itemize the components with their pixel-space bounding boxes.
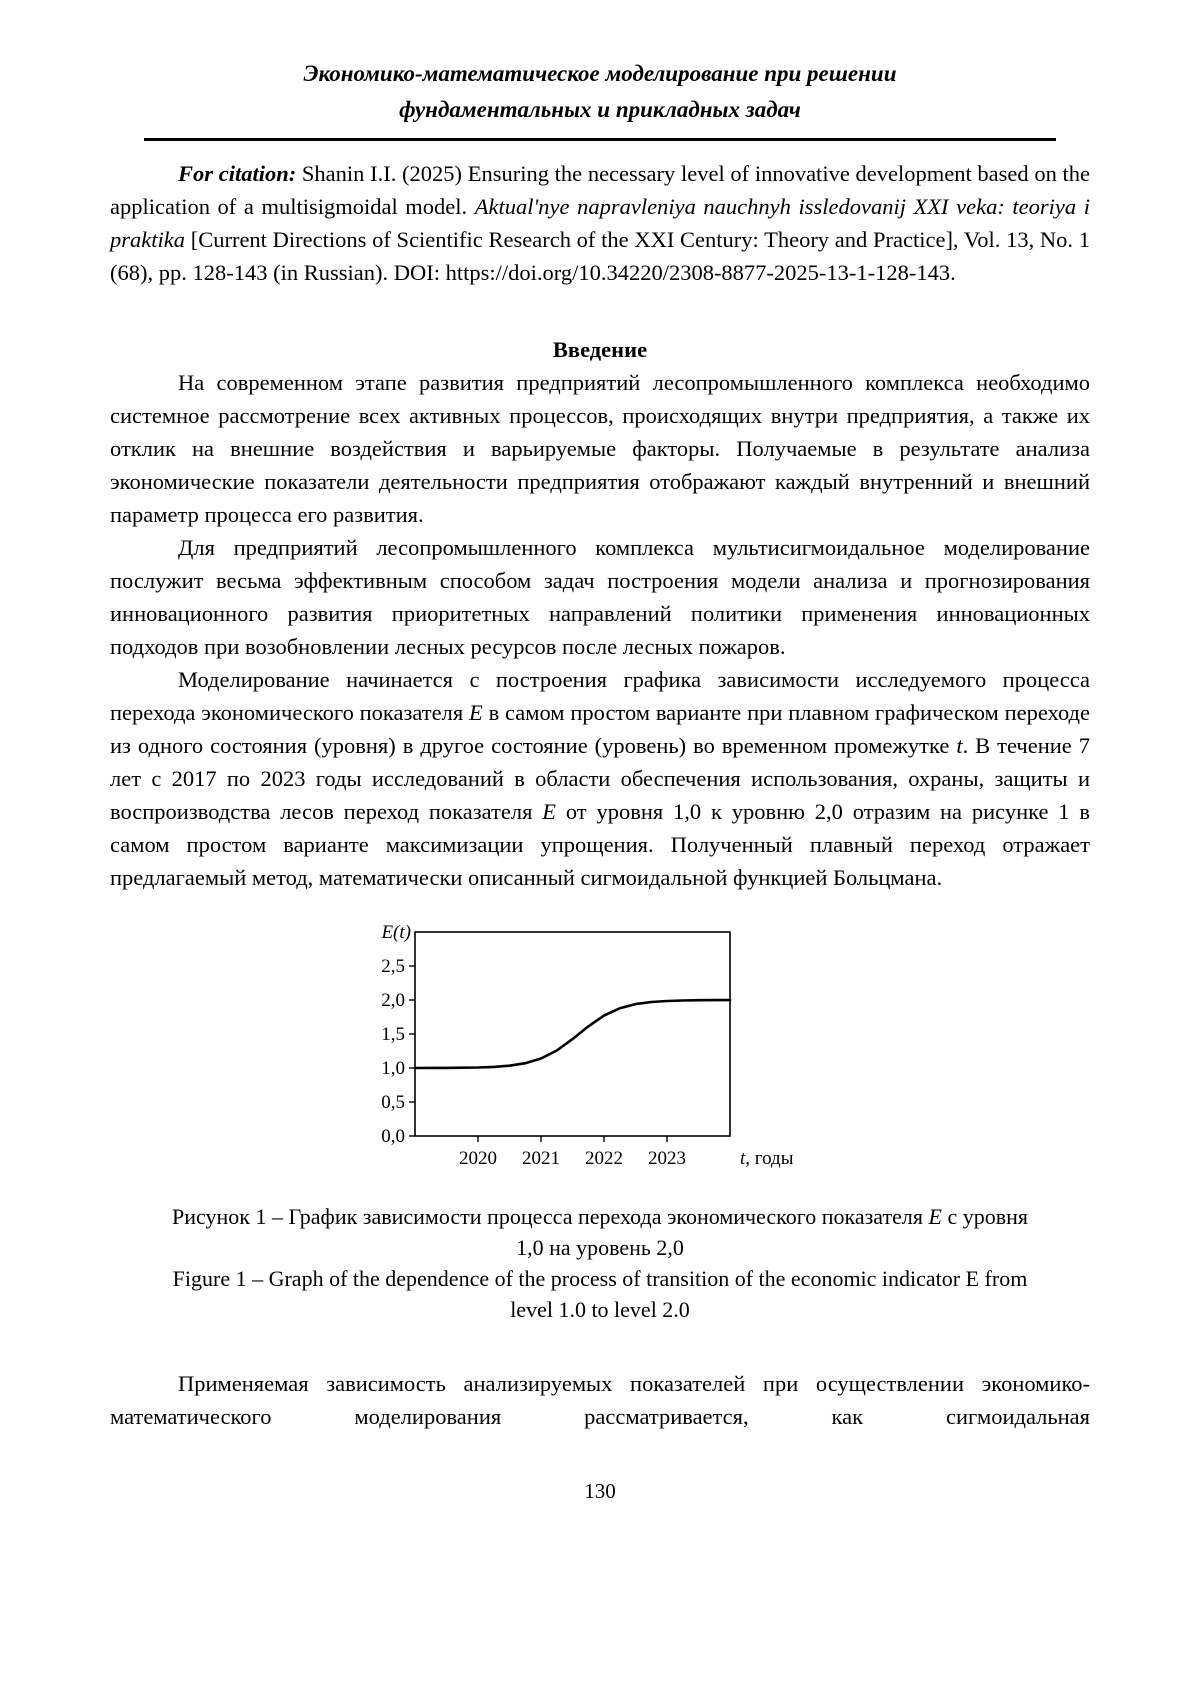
y-axis-label: E(t)	[381, 922, 411, 943]
y-tick-label: 1,5	[381, 1024, 405, 1045]
running-head-line2: фундаментальных и прикладных задач	[399, 97, 801, 122]
caption-ru-text-2: с уровня	[941, 1204, 1028, 1229]
figure-1	[355, 920, 825, 1181]
citation-text-1: Shanin I.I. (2025) Ensuring the necessary level of innovative development based on the application of a multisigmoidal model.	[110, 161, 1091, 219]
y-tick-label: 2,5	[381, 956, 405, 977]
p3-text-3: . В течение 7 лет с 2017 по 2023 годы исследований в области обеспечения использования, охраны, защиты и воспроизводства лесов переход показателя	[110, 733, 1090, 824]
intro-paragraph-3	[110, 663, 1090, 894]
y-tick-label: 2,0	[381, 990, 405, 1011]
sigmoid-curve	[415, 1000, 730, 1068]
x-tick-label: 2022	[585, 1148, 623, 1169]
header-rule	[144, 138, 1056, 141]
p3-var-t-1: t	[956, 733, 963, 758]
figure-1-chart	[355, 920, 825, 1176]
p3-text-2: в самом простом варианте при плавном графическом переходе из одного состояния (уровня) в другое состояние (уровень) во временном промежутке	[110, 700, 1090, 758]
intro-paragraph-1: На современном этапе развития предприятий лесопромышленного комплекса необходимо системное рассмотрение всех активных процессов, происходящих внутри предприятия, а также их отклик на внешние воздействия и варьируемые факторы. Получаемые в результате анализа экономические показатели деятельности предприятия отображают каждый внутренний и внешний параметр процесса его развития.	[110, 370, 1090, 527]
x-tick-label: 2023	[648, 1148, 686, 1169]
body-paragraph-after-figure: Применяемая зависимость анализируемых показателей при осуществлении экономико-математического моделирования рассматривается, как сигмоидальная	[110, 1371, 1090, 1429]
x-tick-label: 2020	[459, 1148, 497, 1169]
p3-text-4: от уровня 1,0 к уровню 2,0 отразим на рисунке 1 в самом простом варианте максимизации упрощения. Полученный плавный переход отражает предлагаемый метод, математически описанный сигмоидальной функцией Больцмана.	[110, 799, 1090, 890]
caption-ru-var-E: E	[928, 1204, 942, 1229]
y-tick-label: 1,0	[381, 1058, 405, 1079]
caption-en-line2: level 1.0 to level 2.0	[510, 1297, 690, 1322]
section-heading-introduction: Введение	[552, 337, 648, 362]
x-axis-label: t, годы	[740, 1148, 794, 1169]
running-head-line1: Экономико-математическое моделирование при решении	[303, 61, 897, 86]
citation-journal-title: Aktual'nye napravleniya nauchnyh issledovanij XXI veka: teoriya i praktika	[110, 194, 1091, 252]
caption-ru-line2: 1,0 на уровень 2,0	[516, 1235, 684, 1260]
p3-var-E-1: E	[469, 700, 483, 725]
citation-text-2: [Current Directions of Scientific Research of the XXI Century: Theory and Practice], Vol. 13, No. 1 (68), pp. 128-143 (in Russian). DOI: https://doi.org/10.34220/2308-8877-2025-13-1-128-143.	[110, 227, 1090, 285]
page-content	[110, 157, 1090, 1504]
figure-1-caption	[110, 1201, 1090, 1325]
caption-ru-text-1: Рисунок 1 – График зависимости процесса перехода экономического показателя	[172, 1204, 929, 1229]
caption-ru-line1	[110, 1201, 1090, 1232]
caption-en-line1: Figure 1 – Graph of the dependence of the process of transition of the economic indicator E from	[172, 1266, 1028, 1291]
citation-paragraph	[110, 157, 1090, 289]
citation-label: For citation:	[178, 161, 302, 186]
p3-var-E-2: E	[542, 799, 557, 824]
y-tick-label: 0,0	[381, 1126, 405, 1147]
x-tick-label: 2021	[522, 1148, 560, 1169]
p3-text-1: Моделирование начинается с построения графика зависимости исследуемого процесса перехода экономического показателя	[110, 667, 1090, 725]
running-head	[0, 56, 1200, 128]
y-tick-label: 0,5	[381, 1092, 405, 1113]
intro-paragraph-2: Для предприятий лесопромышленного комплекса мультисигмоидальное моделирование послужит весьма эффективным способом задач построения модели анализа и прогнозирования инновационного развития приоритетных направлений политики применения инновационных подходов при возобновлении лесных ресурсов после лесных пожаров.	[110, 535, 1090, 659]
plot-border	[415, 932, 730, 1136]
page-number: 130	[584, 1479, 616, 1503]
